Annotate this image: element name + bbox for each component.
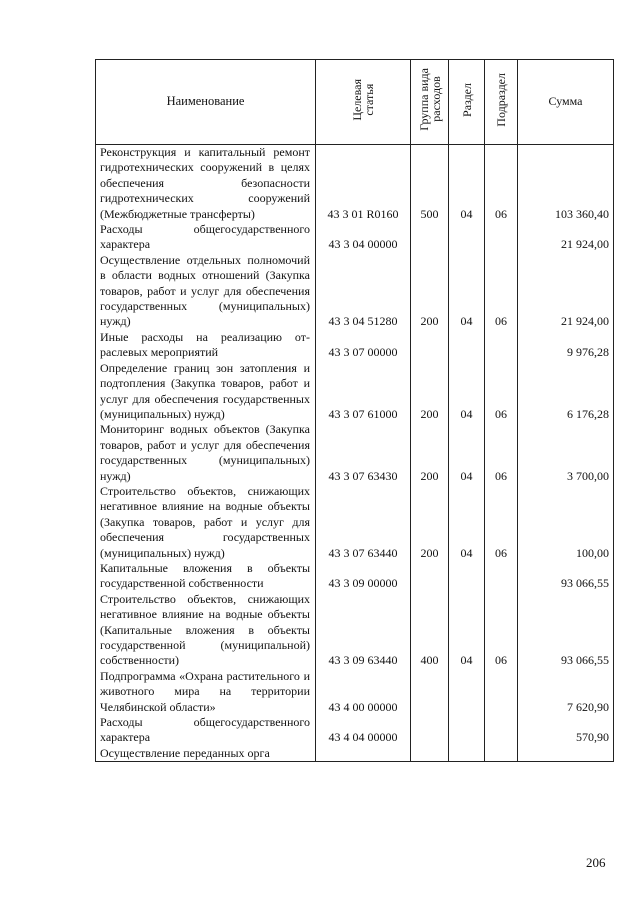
- cell-section: 04: [449, 592, 485, 669]
- cell-section: [449, 330, 485, 361]
- cell-subsection: 06: [485, 592, 518, 669]
- table-row: [96, 361, 614, 423]
- cell-name: Мониторинг водных объектов (Закупка товаров, работ и услуг для обеспечения государственных (муниципальных) нужд): [96, 422, 316, 484]
- cell-expense-group: 200: [411, 484, 449, 561]
- cell-sum: 21 924,00: [518, 222, 614, 253]
- cell-target-article: 43 3 01 R0160: [316, 145, 411, 223]
- cell-subsection: [485, 669, 518, 715]
- cell-name: Капитальные вложения в объекты государственной собственности: [96, 561, 316, 592]
- table-row: [96, 330, 614, 361]
- cell-name: Расходы общегосударственного характера: [96, 715, 316, 746]
- cell-name: Подпрограмма «Охрана растительного и животного мира на территории Челябинской области»: [96, 669, 316, 715]
- cell-sum: 3 700,00: [518, 422, 614, 484]
- cell-expense-group: 200: [411, 422, 449, 484]
- table-row: [96, 422, 614, 484]
- cell-subsection: 06: [485, 484, 518, 561]
- header-subsection: [485, 60, 518, 145]
- cell-target-article: [316, 746, 411, 762]
- table-row: [96, 222, 614, 253]
- cell-subsection: 06: [485, 145, 518, 223]
- header-target-article-label: Целевая статья: [350, 78, 376, 121]
- cell-name: Определение границ зон затопления и подтопления (Закупка товаров, работ и услуг для обеспечения государственных (муниципальных) нужд): [96, 361, 316, 423]
- cell-expense-group: [411, 669, 449, 715]
- cell-sum: 103 360,40: [518, 145, 614, 223]
- cell-sum: 9 976,28: [518, 330, 614, 361]
- table-row: [96, 145, 614, 223]
- cell-subsection: 06: [485, 361, 518, 423]
- cell-section: 04: [449, 484, 485, 561]
- header-name: Наименование: [96, 60, 316, 145]
- cell-target-article: 43 4 04 00000: [316, 715, 411, 746]
- cell-subsection: 06: [485, 253, 518, 330]
- cell-section: 04: [449, 361, 485, 423]
- cell-name: Строительство объектов, снижающих негативное влияние на водные объекты (Капитальные вложения в объекты государственной (муниципальной) собственности): [96, 592, 316, 669]
- header-expense-group: [411, 60, 449, 145]
- cell-sum: [518, 746, 614, 762]
- cell-section: [449, 561, 485, 592]
- cell-subsection: [485, 222, 518, 253]
- cell-section: [449, 746, 485, 762]
- cell-sum: 21 924,00: [518, 253, 614, 330]
- cell-target-article: 43 3 04 00000: [316, 222, 411, 253]
- header-row: [96, 60, 614, 145]
- cell-section: 04: [449, 422, 485, 484]
- cell-subsection: [485, 561, 518, 592]
- cell-subsection: [485, 715, 518, 746]
- header-section-label: Раздел: [459, 82, 474, 117]
- cell-expense-group: 500: [411, 145, 449, 223]
- header-target-article: [316, 60, 411, 145]
- cell-section: 04: [449, 253, 485, 330]
- table-row: [96, 561, 614, 592]
- cell-target-article: 43 4 00 00000: [316, 669, 411, 715]
- cell-expense-group: 200: [411, 253, 449, 330]
- table-header: [96, 60, 614, 145]
- cell-sum: 7 620,90: [518, 669, 614, 715]
- cell-name: Осуществление переданных орга: [96, 746, 316, 762]
- cell-target-article: 43 3 09 00000: [316, 561, 411, 592]
- header-expense-group-label: Группа вида расходов: [416, 68, 443, 132]
- table-row: [96, 715, 614, 746]
- cell-target-article: 43 3 07 00000: [316, 330, 411, 361]
- table-row: [96, 669, 614, 715]
- table-row: [96, 253, 614, 330]
- table-body: [96, 145, 614, 762]
- cell-name: Строительство объектов, снижающих негативное влияние на водные объекты (Закупка товаров, работ и услуг для обеспечения государственных (муниципальных) нужд): [96, 484, 316, 561]
- cell-section: [449, 669, 485, 715]
- cell-section: [449, 222, 485, 253]
- cell-sum: 93 066,55: [518, 592, 614, 669]
- budget-table: [95, 59, 614, 762]
- cell-name: Реконструкция и капитальный ремонт гидротехнических сооружений в целях обеспечения безопасности гидротехнических сооружений (Межбюджетные трансферты): [96, 145, 316, 223]
- cell-target-article: 43 3 04 51280: [316, 253, 411, 330]
- cell-subsection: 06: [485, 422, 518, 484]
- cell-expense-group: [411, 746, 449, 762]
- cell-target-article: 43 3 09 63440: [316, 592, 411, 669]
- cell-sum: 570,90: [518, 715, 614, 746]
- cell-section: 04: [449, 145, 485, 223]
- header-sum: Сумма: [518, 60, 614, 145]
- cell-expense-group: [411, 222, 449, 253]
- cell-name: Расходы общегосударственного характера: [96, 222, 316, 253]
- cell-sum: 100,00: [518, 484, 614, 561]
- cell-subsection: [485, 330, 518, 361]
- cell-subsection: [485, 746, 518, 762]
- cell-name: Иные расходы на реализацию отраслевых мероприятий: [96, 330, 316, 361]
- header-subsection-label: Подраздел: [494, 72, 508, 127]
- cell-target-article: 43 3 07 61000: [316, 361, 411, 423]
- cell-expense-group: [411, 715, 449, 746]
- table-row: [96, 484, 614, 561]
- header-section: [449, 60, 485, 145]
- cell-section: [449, 715, 485, 746]
- cell-expense-group: 400: [411, 592, 449, 669]
- cell-expense-group: 200: [411, 361, 449, 423]
- cell-target-article: 43 3 07 63440: [316, 484, 411, 561]
- cell-name: Осуществление отдельных полномочий в области водных отношений (Закупка товаров, работ и услуг для обеспечения государственных (муниципальных) нужд): [96, 253, 316, 330]
- cell-sum: 93 066,55: [518, 561, 614, 592]
- cell-target-article: 43 3 07 63430: [316, 422, 411, 484]
- cell-expense-group: [411, 561, 449, 592]
- cell-expense-group: [411, 330, 449, 361]
- cell-sum: 6 176,28: [518, 361, 614, 423]
- page-number: 206: [586, 855, 606, 870]
- table-row: [96, 592, 614, 669]
- table-row: [96, 746, 614, 762]
